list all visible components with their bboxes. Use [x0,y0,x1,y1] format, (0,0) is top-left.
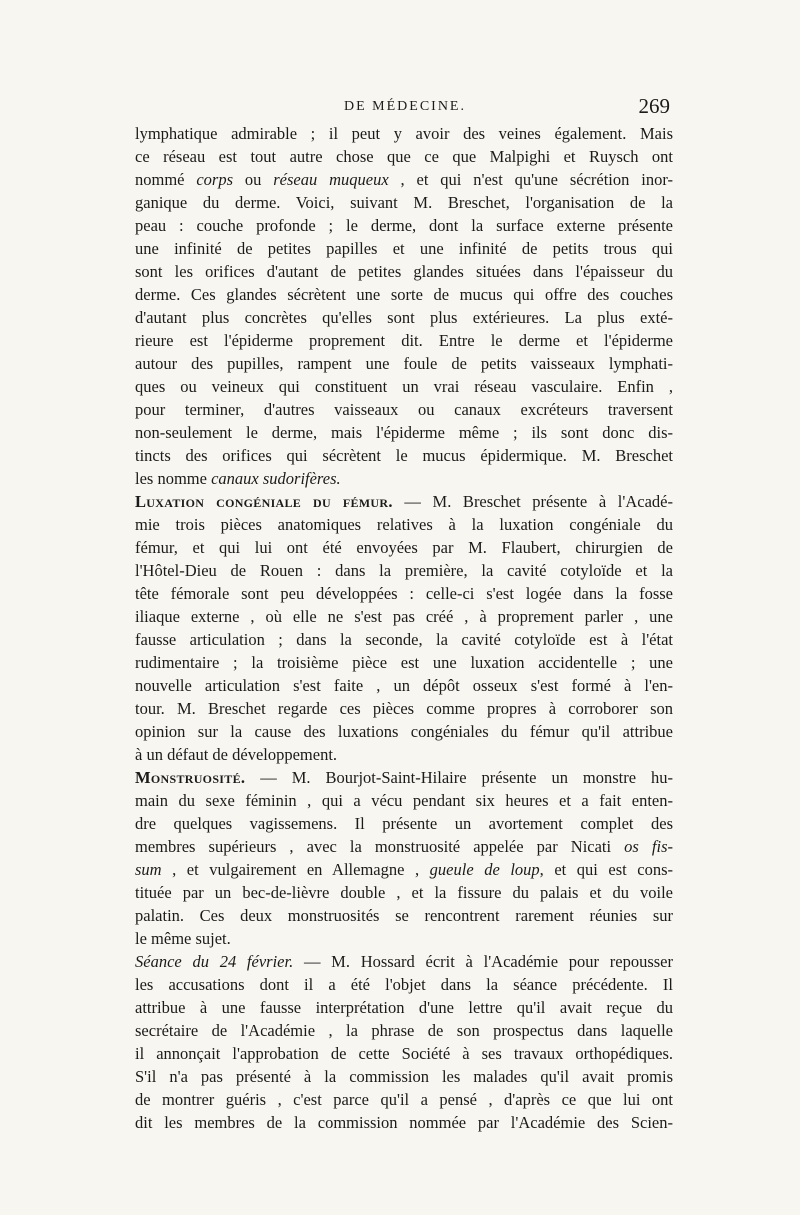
text-run: ou [233,170,274,189]
text-run: — M. Breschet présente à l'Acadé- [392,492,673,511]
text-run: — M. Bourjot-Saint-Hilaire présente un monstre hu- [245,768,673,787]
text-line [135,950,673,973]
text-line [135,191,673,214]
text-line [135,490,673,513]
running-title: DE MÉDECINE. [344,99,466,114]
text-line [135,122,673,145]
text-run: il annonçait l'approbation de cette Société à ses travaux orthopédiques. [135,1044,673,1063]
text-run: à un défaut de développement. [135,745,338,764]
text-line [135,904,673,927]
body-text [135,122,673,1134]
text-line [135,743,673,766]
text-line [135,214,673,237]
text-run: dre quelques vagissemens. Il présente un avortement complet des [135,814,673,833]
text-run: opinion sur la cause des luxations congéniales du fémur qu'il attribue [135,722,673,741]
text-line [135,858,673,881]
text-run: nouvelle articulation s'est faite , un dépôt osseux s'est formé à l'en- [135,676,673,695]
text-run: corps [196,170,234,189]
text-run: nommé [135,170,197,189]
text-run: réseau muqueux [273,170,389,189]
text-run: rieure est l'épiderme proprement dit. Entre le derme et l'épiderme [135,331,673,350]
text-line [135,881,673,904]
text-line [135,329,673,352]
text-run: , et qui n'est qu'une sécrétion inor- [388,170,673,189]
text-line [135,1042,673,1065]
text-run: — M. Hossard écrit à l'Académie pour repousser [293,952,673,971]
text-run: secrétaire de l'Académie , la phrase de son prospectus dans laquelle [135,1021,673,1040]
text-run: tincts des orifices qui sécrètent le mucus épidermique. M. Breschet [135,446,673,465]
text-line [135,1019,673,1042]
section-heading: Luxation congéniale du fémur. [135,492,393,511]
text-line [135,145,673,168]
text-run: les accusations dont il a été l'objet dans la séance précédente. Il [135,975,673,994]
text-run: , et qui est cons- [539,860,674,879]
text-run: fémur, et qui lui ont été envoyées par M. Flaubert, chirurgien de [135,538,673,557]
text-run: canaux sudorifères. [211,469,341,488]
text-run: sum [135,860,162,879]
text-line [135,375,673,398]
text-run: dit les membres de la commission nommée par l'Académie des Scien- [135,1113,673,1132]
text-line [135,674,673,697]
text-line [135,536,673,559]
text-line [135,306,673,329]
text-line [135,352,673,375]
text-run: Séance du 24 février. [135,952,294,971]
text-line [135,237,673,260]
text-line [135,973,673,996]
text-run: pour terminer, d'autres vaisseaux ou canaux excréteurs traversent [135,400,673,419]
text-line [135,789,673,812]
text-run: palatin. Ces deux monstruosités se rencontrent rarement réunies sur [135,906,673,925]
text-run: ce réseau est tout autre chose que ce que Malpighi et Ruysch ont [135,147,673,166]
text-run: attribue à une fausse interprétation d'une lettre qu'il avait reçue du [135,998,673,1017]
text-line [135,605,673,628]
section-heading: Monstruosité. [135,768,246,787]
text-line [135,697,673,720]
text-run: autour des pupilles, rampent une foule de petits vaisseaux lymphati- [135,354,673,373]
text-run: l'Hôtel-Dieu de Rouen : dans la première, la cavité cotyloïde et la [135,561,673,580]
text-run: ques ou veineux qui constituent un vrai réseau vasculaire. Enfin , [135,377,673,396]
text-run: peau : couche profonde ; le derme, dont la surface externe présente [135,216,673,235]
text-run: membres supérieurs , avec la monstruosité appelée par Nicati [135,837,625,856]
text-line [135,398,673,421]
text-line [135,835,673,858]
text-run: fausse articulation ; dans la seconde, la cavité cotyloïde est à l'état [135,630,673,649]
text-line [135,444,673,467]
text-line [135,651,673,674]
text-line [135,582,673,605]
text-run: , et vulgairement en Allemagne , [161,860,430,879]
page-header [140,96,670,122]
text-run: de montrer guéris , c'est parce qu'il a pensé , d'après ce que lui ont [135,1090,673,1109]
text-run: tituée par un bec-de-lièvre double , et la fissure du palais et du voile [135,883,673,902]
text-line [135,812,673,835]
text-run: le même sujet. [135,929,231,948]
text-line [135,260,673,283]
text-run: S'il n'a pas présenté à la commission les malades qu'il avait promis [135,1067,673,1086]
text-line [135,559,673,582]
text-run: mie trois pièces anatomiques relatives à la luxation congéniale du [135,515,673,534]
text-line [135,1065,673,1088]
text-line [135,927,673,950]
text-line [135,766,673,789]
text-run: rudimentaire ; la troisième pièce est une luxation accidentelle ; une [135,653,673,672]
text-line [135,996,673,1019]
text-run: lymphatique admirable ; il peut y avoir des veines également. Mais [135,124,673,143]
text-run: tête fémorale sont peu développées : celle-ci s'est logée dans la fosse [135,584,673,603]
text-line [135,1088,673,1111]
text-run: iliaque externe , où elle ne s'est pas créé , à proprement parler , une [135,607,673,626]
text-line [135,720,673,743]
text-run: derme. Ces glandes sécrètent une sorte de mucus qui offre des couches [135,285,673,304]
text-line [135,421,673,444]
text-run: sont les orifices d'autant de petites glandes situées dans l'épaisseur du [135,262,673,281]
text-run: gueule de loup [429,860,540,879]
text-line [135,513,673,536]
text-run: main du sexe féminin , qui a vécu pendant six heures et a fait enten- [135,791,673,810]
text-run: une infinité de petites papilles et une infinité de petits trous qui [135,239,673,258]
text-run: tour. M. Breschet regarde ces pièces comme propres à corroborer son [135,699,673,718]
page-number: 269 [638,94,670,118]
text-run: ganique du derme. Voici, suivant M. Breschet, l'organisation de la [135,193,673,212]
text-run: d'autant plus concrètes qu'elles sont plus extérieures. La plus exté- [135,308,673,327]
text-run: os fis- [624,837,673,856]
text-line [135,283,673,306]
text-line [135,467,673,490]
text-line [135,628,673,651]
text-line [135,168,673,191]
text-line [135,1111,673,1134]
text-run: non-seulement le derme, mais l'épiderme même ; ils sont donc dis- [135,423,673,442]
text-run: les nomme [135,469,212,488]
